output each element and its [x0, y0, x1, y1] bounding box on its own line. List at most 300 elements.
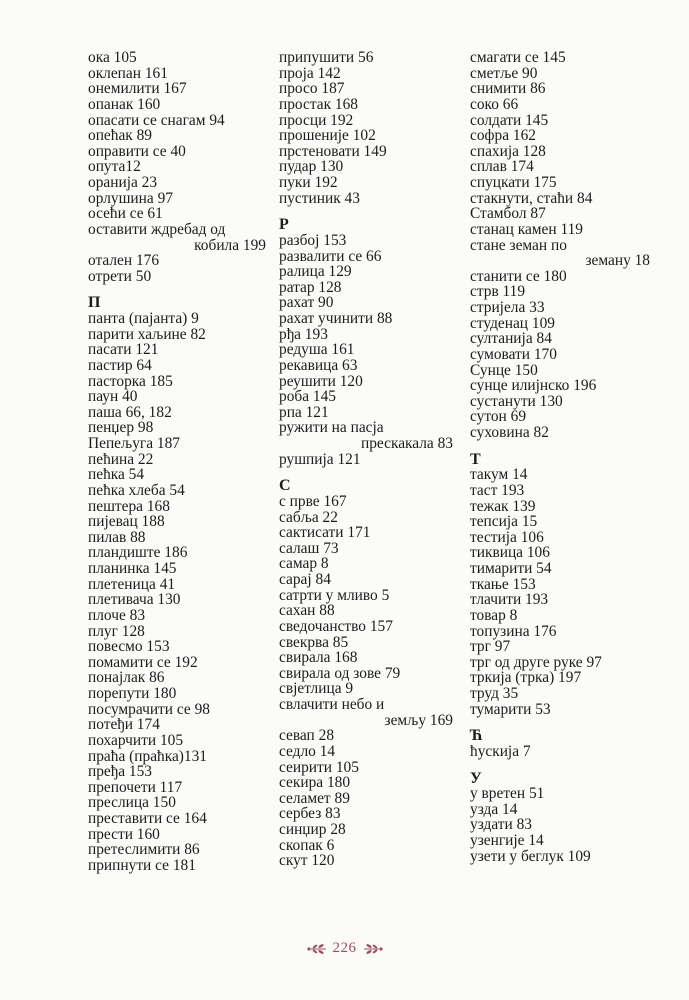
index-entry [279, 650, 453, 666]
index-section [88, 50, 266, 284]
index-entry [279, 541, 453, 557]
entry-text: самар 8 [279, 555, 329, 573]
entry-text: сплав 174 [470, 158, 534, 176]
entry-text: свирала 168 [279, 649, 358, 667]
index-entry [88, 206, 266, 222]
index-entry [470, 97, 650, 113]
entry-text: рекавица 63 [279, 356, 358, 374]
section-letter-heading: Ћ [470, 727, 483, 745]
entry-text: стрв 119 [470, 283, 526, 301]
index-entry [470, 655, 650, 671]
entry-text: таст 193 [470, 481, 525, 499]
index-entry [279, 822, 453, 838]
entry-text: суховина 82 [470, 424, 549, 441]
index-entry [470, 786, 650, 802]
index-entry [470, 191, 650, 207]
index-entry [470, 113, 650, 129]
entry-text: узда 14 [470, 800, 518, 818]
entry-text: рушпија 121 [279, 450, 361, 468]
entry-text: сутон 69 [470, 408, 527, 426]
index-entry [470, 561, 650, 577]
entry-text: преставити се 164 [88, 810, 207, 827]
index-entry [88, 389, 266, 405]
index-entry [470, 316, 650, 332]
index-entry [279, 97, 453, 113]
entry-text: студенац 109 [470, 314, 555, 332]
entry-text: тркија (трка) 197 [470, 669, 582, 687]
index-entry [470, 284, 650, 300]
index-entry [88, 50, 266, 66]
index-entry [470, 499, 650, 515]
entry-text: пилав 88 [88, 528, 146, 546]
index-entry [279, 572, 453, 588]
index-section [279, 217, 453, 467]
entry-text: пећка 54 [88, 466, 145, 484]
entry-text: тиквица 106 [470, 544, 550, 562]
index-entry [279, 358, 453, 374]
index-entry [88, 483, 266, 499]
index-entry [88, 405, 266, 421]
index-entry [279, 494, 453, 510]
index-entry [470, 624, 650, 640]
index-entry [88, 452, 266, 468]
index-entry [279, 50, 453, 66]
entry-text: прстеновати 149 [279, 142, 387, 160]
entry-text: товар 8 [470, 606, 518, 624]
entry-text: снимити 86 [470, 80, 546, 98]
entry-text: праћа (праћка)131 [88, 747, 208, 765]
index-entry [88, 842, 266, 858]
entry-text: пенџер 98 [88, 419, 154, 437]
index-entry [470, 50, 650, 66]
entry-text: синџир 28 [279, 821, 346, 838]
entry-text: султанија 84 [470, 330, 552, 348]
index-entry [279, 588, 453, 604]
entry-text: спахија 128 [470, 142, 546, 160]
index-entry [88, 608, 266, 624]
index-entry [279, 264, 453, 280]
entry-text: рахат учинити 88 [279, 310, 393, 327]
index-entry [470, 545, 650, 561]
index-entry [470, 639, 650, 655]
entry-text: опанак 160 [88, 95, 161, 113]
entry-text: препочети 117 [88, 778, 183, 796]
entry-text: сабља 22 [279, 508, 338, 526]
index-entry [279, 619, 453, 635]
entry-text: труд 35 [470, 685, 519, 702]
entry-text: плуг 128 [88, 622, 145, 640]
index-entry [279, 327, 453, 343]
entry-text: сарај 84 [279, 571, 331, 588]
entry-continuation: земљу 169 [384, 711, 453, 729]
entry-text: трг 97 [470, 638, 511, 656]
index-column-2 [279, 50, 453, 869]
entry-text: стакнути, стаћи 84 [470, 189, 593, 207]
entry-continuation: кобила 199 [194, 236, 266, 254]
entry-text: тепсија 15 [470, 513, 538, 531]
index-entry [470, 66, 650, 82]
index-entry [279, 635, 453, 651]
entry-text: свјетлица 9 [279, 680, 354, 698]
section-letter-heading: Т [470, 450, 481, 468]
index-entry [470, 530, 650, 546]
entry-text: просци 192 [279, 111, 354, 129]
index-entry [470, 802, 650, 818]
index-entry [88, 269, 266, 285]
index-entry [88, 655, 266, 671]
index-entry [88, 624, 266, 640]
entry-text: сустанути 130 [470, 392, 563, 410]
index-entry [88, 764, 266, 780]
index-section [279, 50, 453, 206]
entry-text: плетивача 130 [88, 591, 181, 609]
entry-text: пустиник 43 [279, 189, 360, 207]
index-entry [470, 686, 650, 702]
index-entry [279, 775, 453, 791]
entry-text: сатрти у мливо 5 [279, 586, 390, 604]
index-entry [88, 811, 266, 827]
index-entry [279, 113, 453, 129]
entry-text: пландиште 186 [88, 544, 188, 562]
index-entry [88, 467, 266, 483]
entry-text: спуцкати 175 [470, 174, 557, 191]
index-entry [470, 514, 650, 530]
index-entry [88, 858, 266, 874]
entry-text: проја 142 [279, 64, 341, 82]
index-entry [88, 530, 266, 546]
index-entry [279, 681, 453, 697]
entry-text: просо 187 [279, 80, 345, 98]
entry-text: станити се 180 [470, 267, 567, 285]
index-entry [470, 608, 650, 624]
index-entry [88, 733, 266, 749]
index-entry [279, 295, 453, 311]
floral-ornament-icon [305, 942, 327, 956]
index-entry [470, 238, 650, 269]
entry-text: посумрачити се 98 [88, 700, 210, 718]
entry-text: опута12 [88, 158, 141, 176]
entry-text: смагати се 145 [470, 49, 566, 66]
index-entry [279, 175, 453, 191]
entry-text: пастир 64 [88, 356, 152, 374]
entry-text: Сунце 150 [470, 361, 538, 379]
entry-text: орлушина 97 [88, 189, 173, 207]
entry-text: селамет 89 [279, 789, 350, 807]
entry-text: припушити 56 [279, 49, 374, 66]
index-entry [88, 499, 266, 515]
index-entry [279, 144, 453, 160]
entry-text: понајлак 86 [88, 669, 165, 687]
entry-text: пасторка 185 [88, 372, 173, 390]
index-entry [88, 545, 266, 561]
index-entry [470, 467, 650, 483]
index-entry [88, 702, 266, 718]
entry-text: ратар 128 [279, 278, 342, 296]
index-entry [470, 363, 650, 379]
index-entry [279, 853, 453, 869]
index-entry [88, 827, 266, 843]
index-entry [88, 113, 266, 129]
entry-text: севап 28 [279, 727, 335, 745]
entry-text: сунце илијнско 196 [470, 377, 597, 395]
index-entry [279, 159, 453, 175]
entry-text: ока 105 [88, 49, 137, 66]
entry-text: оправити се 40 [88, 142, 186, 160]
entry-text: Пепељуга 187 [88, 435, 180, 452]
index-entry [88, 311, 266, 327]
index-entry [279, 525, 453, 541]
entry-continuation: земану 18 [585, 252, 650, 270]
entry-text: узенгије 14 [470, 832, 544, 849]
index-entry [279, 452, 453, 468]
entry-text: оранија 23 [88, 174, 158, 191]
index-entry [88, 191, 266, 207]
index-entry [88, 795, 266, 811]
index-entry [470, 175, 650, 191]
floral-ornament-icon [363, 942, 385, 956]
entry-text: соко 66 [470, 95, 519, 113]
entry-text: уздати 83 [470, 816, 532, 834]
page-number: 226 [332, 940, 357, 956]
entry-text: салаш 73 [279, 539, 339, 557]
entry-text: похарчити 105 [88, 731, 184, 749]
entry-text: трг од друге руке 97 [470, 653, 602, 671]
index-column-1 [88, 50, 266, 874]
entry-text: развалити се 66 [279, 247, 382, 265]
entry-continuation: прескакала 83 [360, 435, 453, 452]
index-entry [88, 420, 266, 436]
index-entry [88, 175, 266, 191]
entry-text: преслица 150 [88, 794, 176, 812]
entry-text: реушити 120 [279, 372, 363, 390]
entry-text: скопак 6 [279, 836, 335, 854]
entry-text: пијевац 188 [88, 513, 165, 531]
entry-text: свирала од зове 79 [279, 664, 401, 682]
entry-text: онемилити 167 [88, 80, 187, 98]
entry-text: тлачити 193 [470, 591, 549, 609]
entry-text: сведочанство 157 [279, 617, 393, 635]
entry-text: секира 180 [279, 774, 351, 792]
index-entry [279, 280, 453, 296]
index-entry [279, 233, 453, 249]
section-letter-heading: П [88, 294, 101, 312]
index-entry [279, 510, 453, 526]
entry-text: свлачити небо и [279, 696, 385, 713]
entry-text: паша 66, 182 [88, 403, 172, 421]
index-entry [470, 409, 650, 425]
index-entry [88, 670, 266, 686]
entry-text: сахан 88 [279, 602, 335, 620]
entry-text: роба 145 [279, 388, 336, 406]
index-entry [279, 838, 453, 854]
entry-text: ћускија 7 [470, 742, 531, 760]
entry-text: оклепан 161 [88, 64, 168, 82]
entry-text: планинка 145 [88, 560, 177, 577]
index-entry [279, 128, 453, 144]
entry-text: оставити ждребад од [88, 220, 226, 238]
index-entry [279, 342, 453, 358]
entry-text: пуки 192 [279, 174, 338, 191]
page-footer [0, 940, 689, 957]
entry-text: стријела 33 [470, 299, 545, 316]
index-section [470, 728, 650, 759]
index-entry [279, 66, 453, 82]
entry-text: сметље 90 [470, 64, 538, 82]
index-entry [279, 191, 453, 207]
entry-text: пећина 22 [88, 450, 154, 468]
index-entry [88, 97, 266, 113]
index-entry [279, 760, 453, 776]
index-entry [470, 817, 650, 833]
entry-text: опасати се снагам 94 [88, 111, 225, 129]
index-entry [279, 81, 453, 97]
index-entry [279, 374, 453, 390]
entry-text: сактисати 171 [279, 524, 371, 542]
entry-text: топузина 176 [470, 622, 557, 640]
entry-text: свекрва 85 [279, 633, 349, 651]
index-entry [88, 222, 266, 253]
entry-text: повесмо 153 [88, 638, 170, 656]
index-entry [88, 81, 266, 97]
entry-text: помамити се 192 [88, 653, 198, 671]
index-entry [470, 483, 650, 499]
index-entry [470, 347, 650, 363]
entry-text: пећка хлеба 54 [88, 481, 185, 499]
index-entry [279, 405, 453, 421]
index-entry [88, 561, 266, 577]
entry-text: панта (пајанта) 9 [88, 310, 199, 327]
entry-text: редуша 161 [279, 341, 355, 359]
index-entry [279, 806, 453, 822]
entry-text: такум 14 [470, 466, 528, 484]
index-entry [88, 514, 266, 530]
index-entry [470, 425, 650, 441]
index-entry [470, 592, 650, 608]
index-entry [470, 81, 650, 97]
index-entry [470, 378, 650, 394]
entry-text: сеирити 105 [279, 758, 359, 776]
entry-text: софра 162 [470, 127, 536, 145]
entry-text: узети у беглук 109 [470, 847, 591, 865]
index-entry [279, 556, 453, 572]
index-entry [279, 249, 453, 265]
index-entry [279, 389, 453, 405]
entry-text: осећи се 61 [88, 205, 163, 223]
index-entry [470, 222, 650, 238]
entry-text: плоче 83 [88, 606, 146, 624]
entry-text: прошеније 102 [279, 127, 376, 145]
index-entry [470, 577, 650, 593]
index-entry [470, 331, 650, 347]
entry-text: отрети 50 [88, 267, 152, 285]
entry-text: рахат 90 [279, 294, 334, 312]
index-section [88, 295, 266, 873]
section-letter-heading: С [279, 477, 291, 495]
index-entry [88, 358, 266, 374]
index-column-3 [470, 50, 650, 864]
entry-text: претеслимити 86 [88, 841, 200, 859]
index-entry [279, 728, 453, 744]
entry-text: пудар 130 [279, 158, 344, 176]
entry-text: порепути 180 [88, 685, 177, 702]
entry-text: сумовати 170 [470, 345, 557, 363]
index-entry [88, 717, 266, 733]
entry-text: сербез 83 [279, 805, 341, 823]
index-entry [470, 849, 650, 865]
index-entry [88, 128, 266, 144]
index-section [470, 452, 650, 718]
entry-text: солдати 145 [470, 111, 549, 129]
entry-text: ткање 153 [470, 575, 536, 593]
entry-text: опећак 89 [88, 127, 153, 145]
index-entry [470, 144, 650, 160]
entry-text: пасати 121 [88, 341, 159, 359]
index-entry [470, 128, 650, 144]
section-letter-heading: У [470, 769, 482, 787]
entry-text: седло 14 [279, 742, 336, 760]
index-entry [88, 639, 266, 655]
index-entry [88, 144, 266, 160]
index-entry [279, 311, 453, 327]
index-entry [88, 592, 266, 608]
index-entry [88, 327, 266, 343]
index-entry [88, 436, 266, 452]
entry-text: стане земан по [470, 236, 567, 254]
index-entry [279, 420, 453, 451]
entry-text: тестија 106 [470, 528, 544, 546]
index-entry [88, 66, 266, 82]
index-section [470, 771, 650, 865]
index-section [279, 478, 453, 869]
entry-text: разбој 153 [279, 231, 347, 249]
index-entry [279, 666, 453, 682]
entry-text: у вретен 51 [470, 785, 545, 803]
entry-text: ралица 129 [279, 263, 352, 281]
entry-text: рђа 193 [279, 325, 328, 343]
entry-text: тимарити 54 [470, 560, 552, 577]
index-entry [470, 159, 650, 175]
entry-text: тумарити 53 [470, 700, 551, 718]
entry-text: скут 120 [279, 852, 335, 870]
entry-text: тежак 139 [470, 497, 536, 515]
index-entry [470, 702, 650, 718]
index-entry [279, 744, 453, 760]
index-entry [88, 374, 266, 390]
index-entry [88, 342, 266, 358]
index-entry [279, 791, 453, 807]
entry-text: потеђи 174 [88, 716, 160, 734]
entry-text: плетеница 41 [88, 575, 176, 593]
index-entry [470, 670, 650, 686]
index-entry [88, 749, 266, 765]
entry-text: отален 176 [88, 252, 160, 270]
index-entry [279, 603, 453, 619]
index-entry [88, 780, 266, 796]
entry-text: ружити на пасја [279, 419, 384, 437]
index-entry [470, 394, 650, 410]
index-entry [470, 269, 650, 285]
index-entry [88, 577, 266, 593]
entry-text: рпа 121 [279, 403, 329, 421]
entry-text: прести 160 [88, 825, 160, 843]
entry-text: простак 168 [279, 95, 358, 113]
entry-text: пређа 153 [88, 763, 152, 781]
index-entry [470, 206, 650, 222]
entry-text: с прве 167 [279, 492, 347, 510]
entry-text: станац камен 119 [470, 220, 583, 238]
entry-text: паун 40 [88, 388, 138, 406]
index-entry [88, 686, 266, 702]
